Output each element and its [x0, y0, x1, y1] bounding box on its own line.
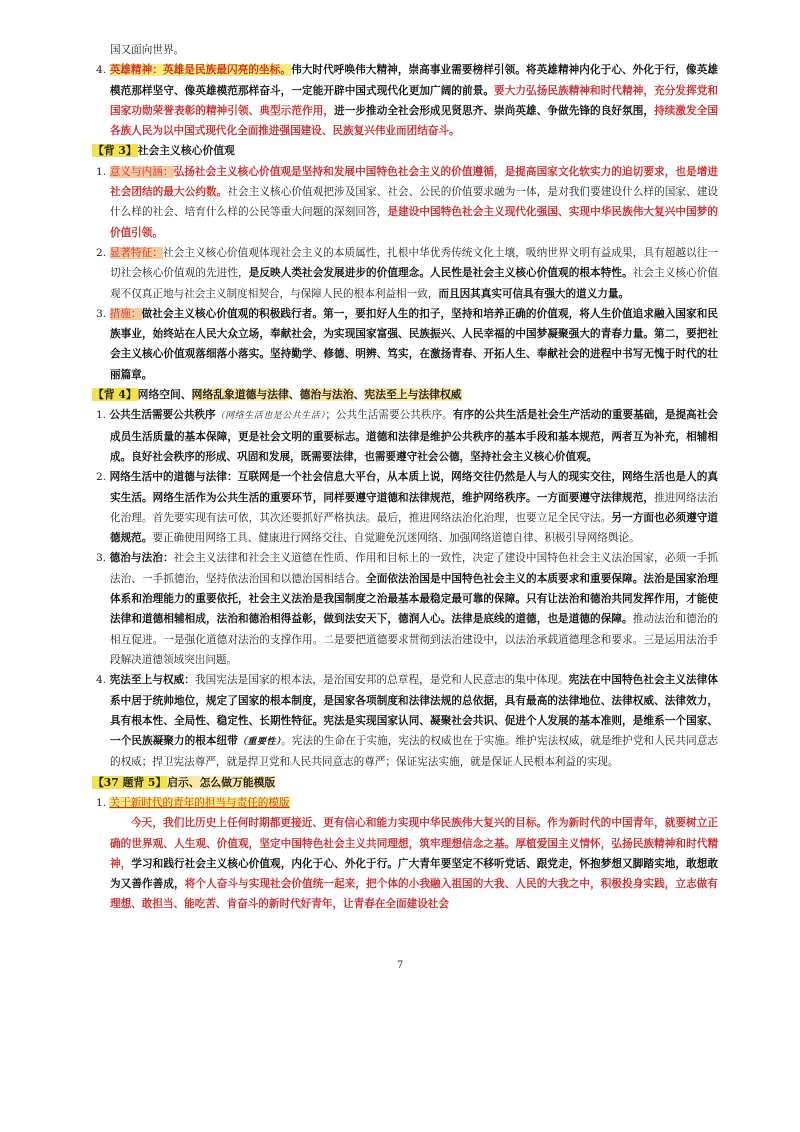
- item-number: 1.: [96, 409, 107, 422]
- item-measures: [92, 304, 718, 385]
- bold-text: 互联网是一个社会信息大平台，从本质上说，网络交往仍然是人与人的现实交往，网络生活也是人的真实生活。网络生活作为公共生活的重要环节，同样要遵守道德和法律规范，维护网络秩序。一方面要遵守法律规范，: [110, 471, 718, 504]
- text: 我国宪法是国家的根本法，是治国安邦的总章程，是党和人民意志的集中体现。: [194, 674, 569, 687]
- text: ；公共生活需要公共秩序。: [325, 409, 453, 422]
- text: 社会主义核心价值观把涉及国家、社会、公民的价值要求融为一体，是对我们要建设什么样的国家、建设什么样的社会、培育什么样的公民等重大问题的深刻回答，: [110, 186, 719, 219]
- item-key-phrase: 英雄是民族最闪亮的坐标。: [162, 64, 292, 77]
- bold-text: 有序的公共生活是社会生产活动的重要基础，是提高社会成员生活质量的基本保障，更是社会文明的重要标志。道德和法律是维护公共秩序的基本手段和基本规范，两者互为补充，相辅相成。良好社会秩序的形成、巩固和发展，既需要法律，也需要遵守社会公德，坚持社会主义核心价值观。: [110, 409, 719, 463]
- text: 社会主义核心价值观体现社会主义的本质属性，扎根中华优秀传统文化土壤，吸纳世界文明有益成果，具有超越以往一切社会核心价值观的先进性，: [110, 246, 719, 280]
- item-heading: 意义与内涵：: [109, 165, 174, 178]
- separator: 、: [180, 388, 192, 402]
- text: 国又面向世界。: [110, 44, 185, 56]
- item-online-ethics: [92, 467, 718, 548]
- bold-text: 另一方面也必须遵守道德规范。: [110, 511, 718, 545]
- section-title: 网络空间: [137, 388, 181, 402]
- bold-text: 广大青年要坚定不移听党话、跟党走，怀抱梦想又脚踏实地，敢想敢为又善作善成，: [110, 857, 719, 891]
- text: 伟大时代呼唤伟大精神，崇高事业需要榜样引领。将英雄精神内化于心、外化于行，像英雄模范那样坚守、像英雄模范那样奋斗，一定能开辟中国式现代化更加广阔的前景。: [110, 64, 719, 97]
- item-rule-of-law: [92, 548, 718, 670]
- item-number: 2.: [96, 246, 107, 259]
- red-text: 持续激发全国各族人民为以中国式现代化全面推进强国建设、民族复兴伟业而团结奋斗。: [110, 104, 719, 138]
- item-heading: 宪法至上与权威：: [109, 674, 195, 687]
- section-heading-3: [92, 141, 718, 161]
- item-heading: 公共生活需要公共秩序: [109, 409, 216, 422]
- item-number: 1.: [96, 165, 107, 178]
- text: 推动法治和德治的相互促进。一是强化道德对法治的支撑作用。二是要把道德要求贯彻到法治建设中，以法治承载道德理念和要求。三是运用法治手段解决道德领域突出问题。: [110, 613, 719, 666]
- text: 推进网络法治化治理。首先要实现有法可依，其次还要抓好严格执法。最后，推进网络法治化治理，也要立足全民守法。: [110, 491, 718, 524]
- separator: 、: [288, 388, 300, 402]
- section-title: 网络乱象道德与法律: [191, 388, 289, 402]
- item-number: 1.: [96, 796, 107, 809]
- section-tag: 【背 4】: [93, 388, 137, 402]
- section-title: 宪法至上与法律权威: [364, 388, 462, 402]
- page-number: 7: [396, 960, 404, 971]
- bold-text: 而且因其真实可信具有强大的道义力量。: [438, 287, 630, 300]
- text: 要正确使用网络工具、健康进行网络交往、自觉避免沉迷网络、加强网络道德自律、积极引导网络舆论。: [152, 532, 640, 545]
- item-heading: 德治与法治：: [109, 552, 174, 565]
- section-tag: 【37 题背 5】: [93, 775, 167, 789]
- handwritten-note: （重要性）: [237, 737, 282, 748]
- bold-text: 全面依法治国是中国特色社会主义的本质要求和重要保障。法治是国家治理体系和治理能力的重要依托，社会主义法治是我国制度之治最基本最稳定最可靠的保障。只有让法治和德治共同发挥作用，才能使法律和道德相辅相成，法治和德治相得益彰，做到法安天下，德润人心。法律是底线的道德，也是道德的保障。: [110, 572, 718, 626]
- item-number: 3.: [96, 307, 107, 320]
- red-text: 要大力弘扬民族精神和时代精神，充分发挥党和国家功勋荣誉表彰的精神引领、典型示范作用，: [110, 84, 718, 117]
- bold-text: 是反映人类社会发展进步的价值理念。人民性是社会主义核心价值观的根本特性。: [248, 267, 633, 280]
- item-constitution: [92, 670, 718, 772]
- text: 。宪法的生命在于实施，宪法的权威也在于实施。维护宪法权威，就是维护党和人民共同意志的权威；捍卫宪法尊严，就是捍卫党和人民共同意志的尊严；保证宪法实施，就是保证人民根本利益的实现。: [110, 735, 718, 769]
- paragraph-continued: [92, 40, 718, 60]
- red-text: 是建设中国特色社会主义现代化强国、实现中华民族伟大复兴中国梦的价值引领。: [110, 206, 719, 239]
- item-heading: 关于新时代的青年的担当与责任的模版: [109, 796, 290, 809]
- red-text: 今天，我们比历史上任何时期都更接近、更有信心和能力实现中华民族伟大复兴的目标。作为新时代的中国青年，就要树立正确的世界观、人生观、价值观，坚定中国特色社会主义共同理想，筑牢理想信念之基。厚植爱国主义情怀，弘扬民族精神和时代精神，: [110, 817, 718, 870]
- section-title: 德治与法治: [299, 388, 354, 402]
- handwritten-note: （网络生活也是公共生活）: [215, 411, 326, 422]
- red-text: 弘扬社会主义核心价值观是坚持和发展中国特色社会主义的价值遵循，是提高国家文化软实力的迫切要求，也是增进社会团结的最大公约数。: [110, 165, 718, 199]
- item-public-order: [92, 405, 718, 467]
- item-youth-template-title: [92, 793, 718, 813]
- item-heading: 英雄精神：: [109, 64, 163, 77]
- item-number: 2.: [96, 471, 107, 484]
- document-page: [92, 40, 718, 915]
- item-heading: 网络生活中的道德与法律：: [109, 471, 238, 484]
- red-text: 将个人奋斗与实现社会价值统一起来，把个体的小我融入祖国的大我、人民的大我之中，积极投身实践，立志做有理想、敢担当、能吃苦、肯奋斗的新时代好青年，让青春在全面建设社会: [110, 878, 719, 911]
- section-title: 启示、怎么做万能模版: [167, 775, 276, 789]
- separator: 、: [353, 388, 365, 402]
- text: 社会主义法律和社会主义道德在性质、作用和目标上的一致性，决定了建设中国特色社会主义法治国家，必须一手抓法治、一手抓德治，坚持依法治国和以德治国相结合。: [110, 552, 718, 585]
- item-number: 3.: [96, 552, 107, 565]
- text: 社会主义核心价值观不仅真正地与社会主义制度相契合，与保障人民的根本利益相一致，: [110, 267, 719, 300]
- bold-text: 具有最高的法律地位、法律权威、法律效力，具有根本性、全局性、稳定性、长期性特征。宪法是实现国家认同、凝聚社会共识、促进个人发展的基本准则，是维系一个国家、一个民族凝聚力的根本纽带: [110, 694, 719, 748]
- text: 进一步推动全社会形成见贤思齐、崇尚英雄、争做先锋的良好氛围，: [334, 104, 655, 117]
- bold-text: 宪法在中国特色社会主义法律体系中居于统帅地位，规定了国家的根本制度，是国家各项制度和法律法规的总依据，: [110, 674, 719, 707]
- item-heading: 显著特征：: [109, 246, 163, 259]
- item-heroic-spirit: [92, 60, 718, 141]
- section-tag: 【背 3】: [93, 144, 137, 158]
- item-number: 4.: [96, 674, 107, 687]
- item-number: 4.: [96, 64, 107, 77]
- item-features: [92, 243, 718, 304]
- youth-template-body: [92, 813, 718, 914]
- bold-text: 学习和践行社会主义核心价值观，内化于心、外化于行。: [131, 857, 399, 870]
- item-meaning: [92, 162, 718, 243]
- section-title: 社会主义核心价值观: [137, 144, 235, 158]
- section-heading-4: [92, 385, 718, 405]
- bold-text: 做社会主义核心价值观的积极践行者。第一，要扣好人生的扣子，坚持和培养正确的价值观，将人生价值追求融入国家和民族事业，始终站在人民大众立场，奉献社会，为实现国家富强、民族振兴、人民幸福的中国梦凝聚强大的青春力量。第二，要把社会主义核心价值观落细落小落实。坚持勤学、修德、明辨、笃实，在激扬青春、开拓人生、奉献社会的进程中书写无愧于时代的壮丽篇章。: [110, 307, 718, 381]
- section-heading-5: [92, 773, 718, 793]
- item-heading: 措施：: [109, 307, 142, 320]
